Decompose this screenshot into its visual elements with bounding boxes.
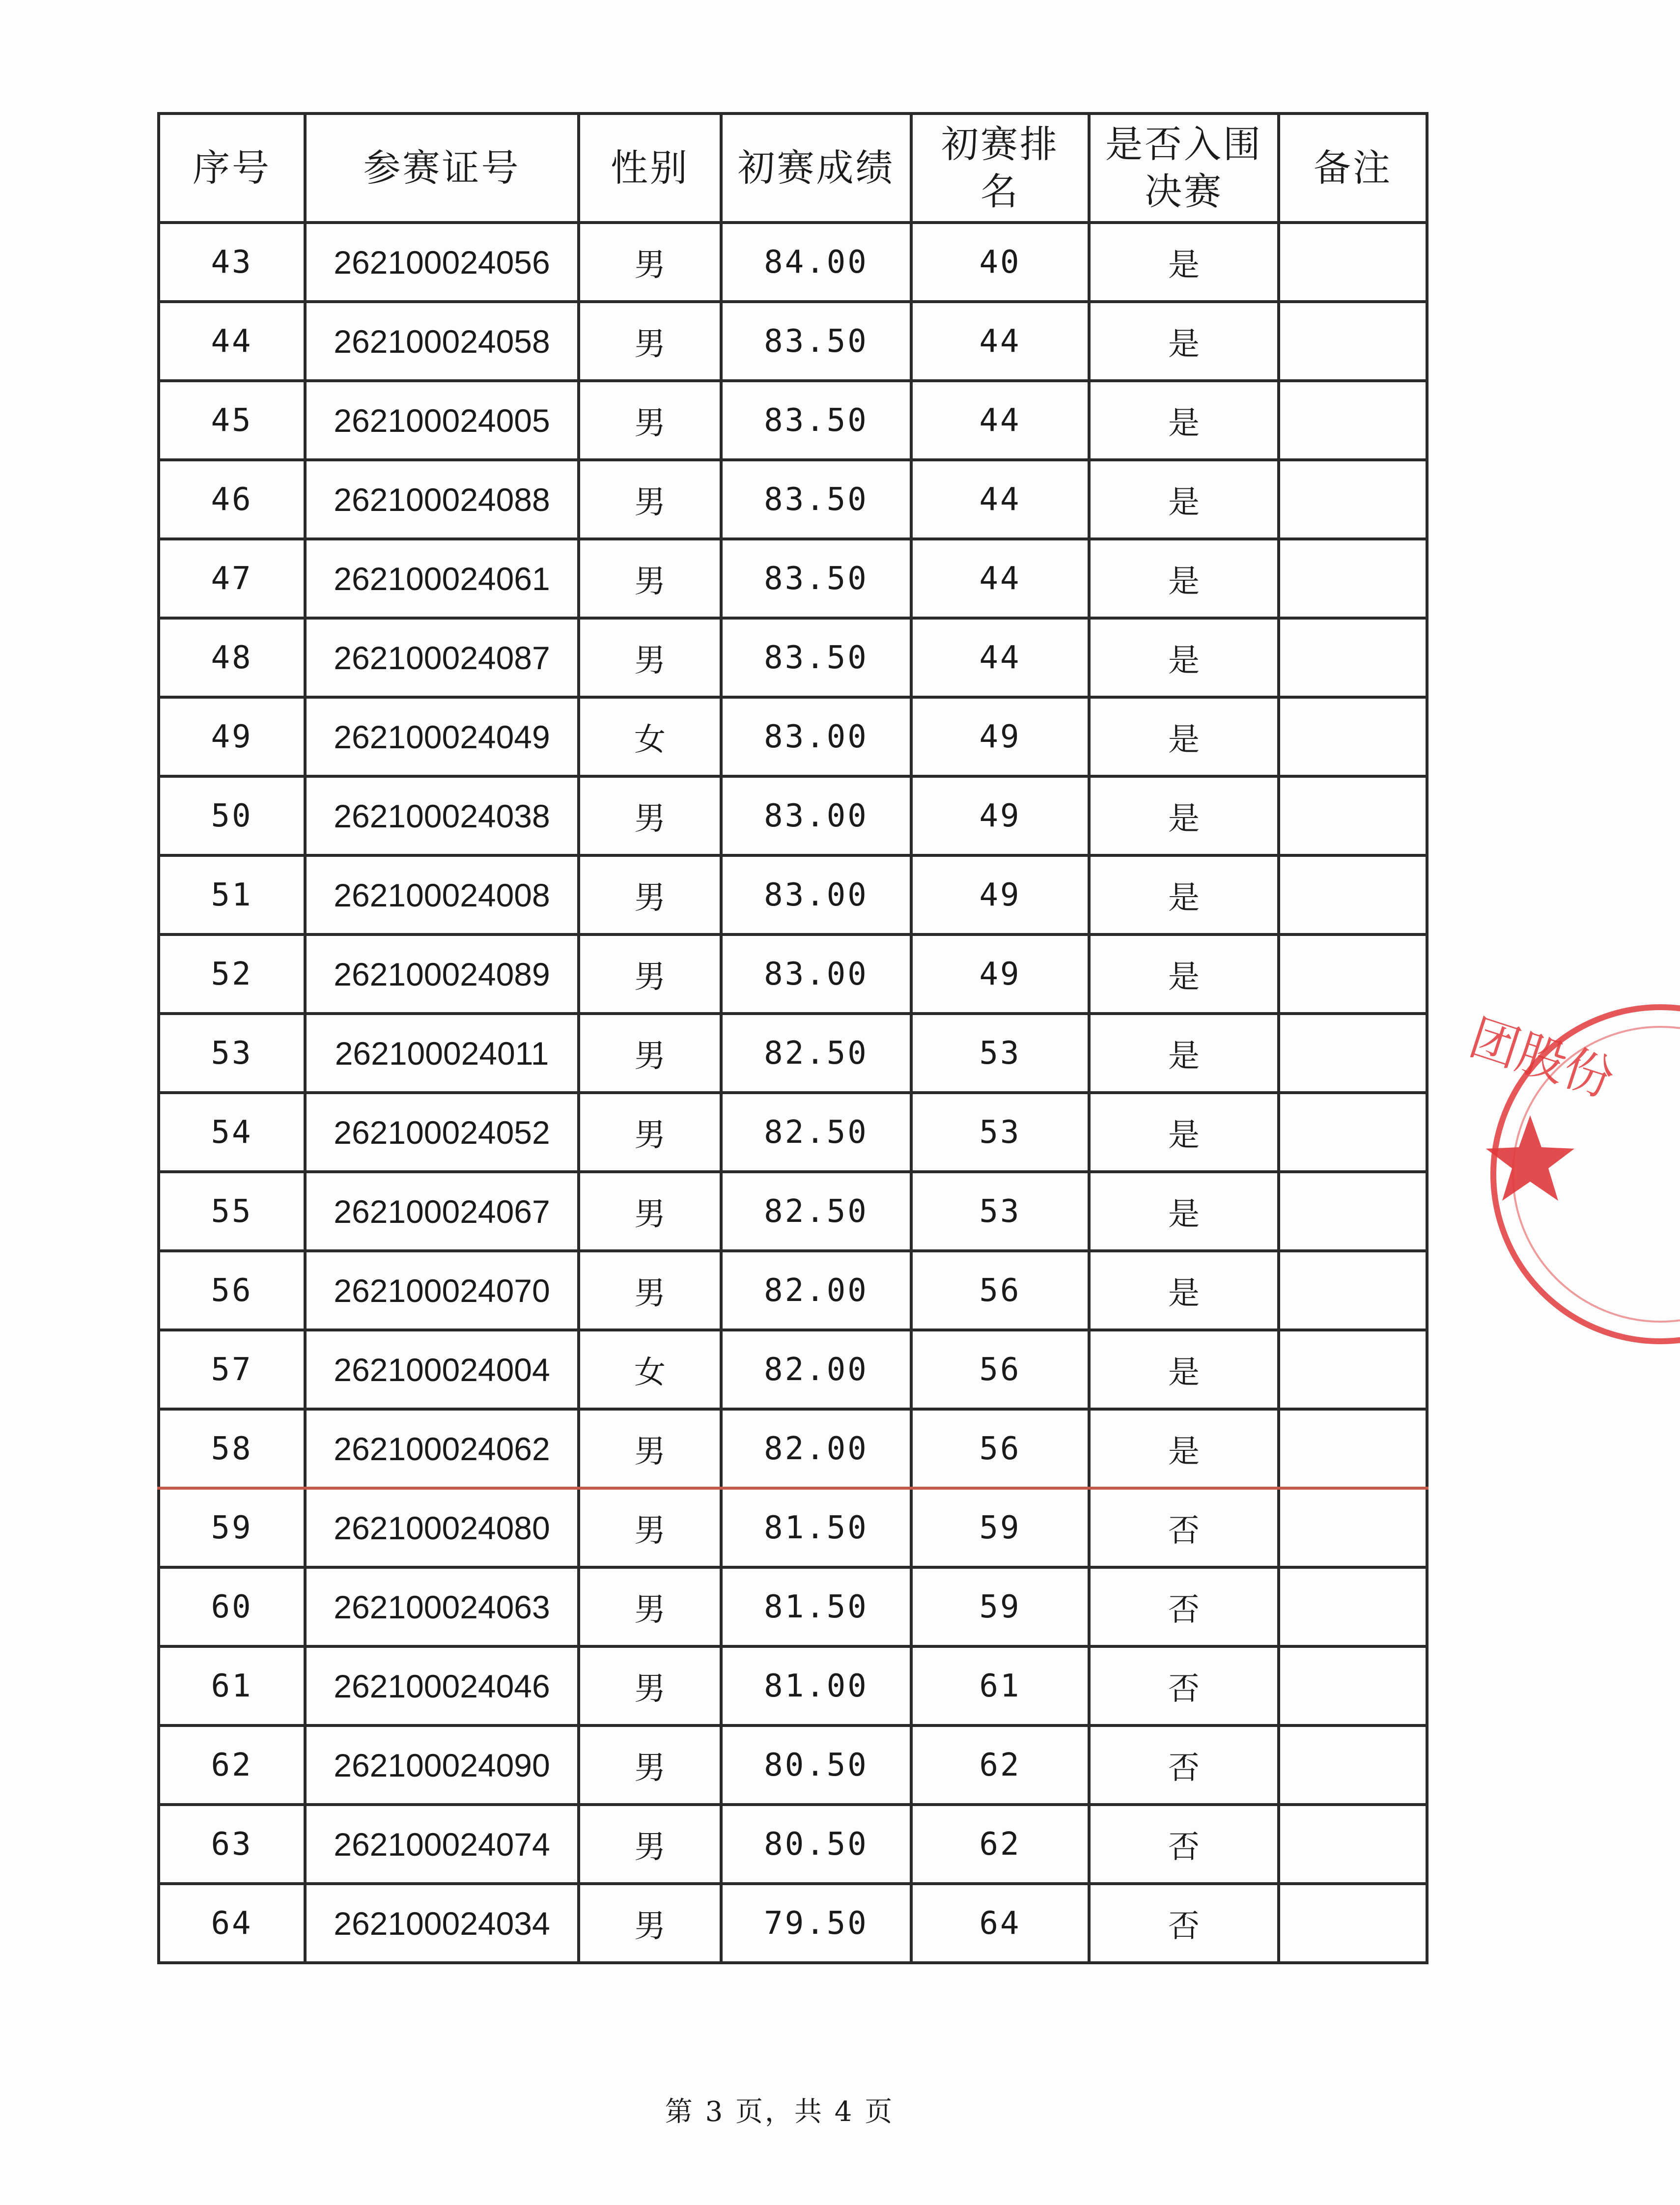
cell-seq: 49 [159,697,305,776]
cell-ticket-number: 262100024011 [305,1014,579,1093]
cell-prelim-rank: 44 [911,302,1089,381]
cell-prelim-score: 81.00 [721,1646,911,1725]
header-ticket-number: 参赛证号 [305,113,579,223]
cell-ticket-number: 262100024090 [305,1725,579,1805]
cell-prelim-score: 81.50 [721,1488,911,1567]
table-row [159,1409,1427,1488]
header-prelim-score: 初赛成绩 [721,113,911,223]
cell-prelim-rank: 56 [911,1251,1089,1330]
cell-prelim-score: 84.00 [721,223,911,302]
cell-gender: 男 [579,1172,721,1251]
cell-gender: 男 [579,776,721,855]
cell-ticket-number: 262100024063 [305,1567,579,1646]
cell-qualified: 是 [1089,855,1279,934]
cell-gender: 男 [579,381,721,460]
cell-gender: 男 [579,1646,721,1725]
cell-remarks [1279,381,1427,460]
cell-prelim-score: 79.50 [721,1884,911,1963]
cell-ticket-number: 262100024046 [305,1646,579,1725]
table-row [159,697,1427,776]
header-prelim-rank: 初赛排名 [911,113,1089,223]
cell-ticket-number: 262100024056 [305,223,579,302]
cell-seq: 45 [159,381,305,460]
cell-prelim-score: 82.00 [721,1409,911,1488]
cell-qualified: 是 [1089,1251,1279,1330]
cell-prelim-rank: 62 [911,1805,1089,1884]
cell-remarks [1279,1330,1427,1409]
table-row [159,1567,1427,1646]
cell-qualified: 是 [1089,1014,1279,1093]
cell-prelim-rank: 53 [911,1093,1089,1172]
cell-remarks [1279,460,1427,539]
table-row [159,1093,1427,1172]
cell-prelim-score: 81.50 [721,1567,911,1646]
cell-prelim-score: 82.50 [721,1172,911,1251]
cell-qualified: 是 [1089,1172,1279,1251]
cell-seq: 59 [159,1488,305,1567]
table-row [159,934,1427,1014]
cell-seq: 47 [159,539,305,618]
cell-seq: 58 [159,1409,305,1488]
cell-remarks [1279,302,1427,381]
cell-prelim-score: 82.00 [721,1330,911,1409]
cell-qualified: 否 [1089,1884,1279,1963]
cell-remarks [1279,934,1427,1014]
cell-gender: 男 [579,855,721,934]
cell-qualified: 是 [1089,223,1279,302]
table-row [159,776,1427,855]
table-row [159,618,1427,697]
cell-remarks [1279,697,1427,776]
cell-ticket-number: 262100024070 [305,1251,579,1330]
cell-prelim-rank: 53 [911,1014,1089,1093]
cell-qualified: 是 [1089,1330,1279,1409]
cell-gender: 男 [579,934,721,1014]
cell-seq: 51 [159,855,305,934]
cell-prelim-score: 83.00 [721,934,911,1014]
cell-qualified: 是 [1089,1409,1279,1488]
table-row [159,855,1427,934]
cell-seq: 48 [159,618,305,697]
cell-qualified: 是 [1089,618,1279,697]
cell-prelim-rank: 62 [911,1725,1089,1805]
cell-ticket-number: 262100024088 [305,460,579,539]
cell-prelim-score: 83.50 [721,618,911,697]
cell-gender: 男 [579,539,721,618]
cell-prelim-score: 80.50 [721,1805,911,1884]
cell-ticket-number: 262100024087 [305,618,579,697]
cell-gender: 男 [579,302,721,381]
cell-seq: 53 [159,1014,305,1093]
cell-seq: 52 [159,934,305,1014]
cell-qualified: 是 [1089,934,1279,1014]
cell-qualified: 是 [1089,697,1279,776]
cell-prelim-score: 83.50 [721,539,911,618]
cell-remarks [1279,1093,1427,1172]
cell-gender: 男 [579,1014,721,1093]
cell-prelim-rank: 53 [911,1172,1089,1251]
cell-prelim-rank: 59 [911,1567,1089,1646]
cell-ticket-number: 262100024074 [305,1805,579,1884]
cell-qualified: 否 [1089,1567,1279,1646]
cell-seq: 62 [159,1725,305,1805]
cell-gender: 男 [579,618,721,697]
cell-qualified: 否 [1089,1646,1279,1725]
cell-gender: 男 [579,1805,721,1884]
table-body [159,223,1427,1963]
seal-star-icon [1486,1115,1574,1201]
cell-prelim-rank: 44 [911,460,1089,539]
cell-gender: 男 [579,1409,721,1488]
cell-ticket-number: 262100024080 [305,1488,579,1567]
cell-gender: 男 [579,1567,721,1646]
seal-text: 团股份 [1462,1008,1621,1109]
cell-qualified: 是 [1089,460,1279,539]
cell-prelim-rank: 49 [911,776,1089,855]
cell-prelim-score: 83.50 [721,460,911,539]
table-row [159,1172,1427,1251]
table-row [159,1725,1427,1805]
table-row [159,223,1427,302]
table-row [159,460,1427,539]
cell-qualified: 是 [1089,539,1279,618]
cell-prelim-rank: 59 [911,1488,1089,1567]
cell-prelim-rank: 56 [911,1409,1089,1488]
cell-seq: 60 [159,1567,305,1646]
cell-gender: 男 [579,223,721,302]
cell-remarks [1279,1409,1427,1488]
cell-prelim-score: 83.50 [721,381,911,460]
cell-seq: 64 [159,1884,305,1963]
cell-qualified: 是 [1089,776,1279,855]
header-qualified: 是否入围决赛 [1089,113,1279,223]
cell-remarks [1279,1884,1427,1963]
cell-ticket-number: 262100024004 [305,1330,579,1409]
cell-remarks [1279,618,1427,697]
header-remarks: 备注 [1279,113,1427,223]
cell-ticket-number: 262100024061 [305,539,579,618]
cell-prelim-score: 82.50 [721,1093,911,1172]
cell-seq: 61 [159,1646,305,1725]
cell-prelim-score: 83.00 [721,776,911,855]
cell-prelim-score: 83.00 [721,855,911,934]
cell-remarks [1279,1014,1427,1093]
cell-remarks [1279,1567,1427,1646]
cell-prelim-score: 83.50 [721,302,911,381]
page-footer: 第 3 页，共 4 页 [665,2096,895,2128]
official-seal [1454,992,1680,1356]
cell-ticket-number: 262100024062 [305,1409,579,1488]
table-header-row [159,113,1427,223]
cell-remarks [1279,776,1427,855]
cell-ticket-number: 262100024058 [305,302,579,381]
cell-qualified: 是 [1089,381,1279,460]
cell-remarks [1279,1488,1427,1567]
cell-gender: 男 [579,1725,721,1805]
cell-remarks [1279,1172,1427,1251]
cell-gender: 男 [579,1884,721,1963]
cell-prelim-rank: 49 [911,697,1089,776]
cell-prelim-rank: 40 [911,223,1089,302]
cell-prelim-score: 80.50 [721,1725,911,1805]
cell-ticket-number: 262100024005 [305,381,579,460]
cell-remarks [1279,1805,1427,1884]
cell-gender: 女 [579,697,721,776]
cell-gender: 女 [579,1330,721,1409]
cell-qualified: 否 [1089,1805,1279,1884]
cell-remarks [1279,1251,1427,1330]
cell-prelim-rank: 61 [911,1646,1089,1725]
cell-prelim-score: 83.00 [721,697,911,776]
table-row [159,1805,1427,1884]
cell-seq: 55 [159,1172,305,1251]
cell-prelim-rank: 64 [911,1884,1089,1963]
cell-qualified: 否 [1089,1488,1279,1567]
cell-ticket-number: 262100024034 [305,1884,579,1963]
cell-remarks [1279,539,1427,618]
cell-prelim-rank: 44 [911,618,1089,697]
cell-gender: 男 [579,1093,721,1172]
cell-remarks [1279,1646,1427,1725]
cell-qualified: 是 [1089,302,1279,381]
table-row [159,1251,1427,1330]
cell-ticket-number: 262100024067 [305,1172,579,1251]
cell-ticket-number: 262100024049 [305,697,579,776]
cell-prelim-rank: 49 [911,934,1089,1014]
cell-ticket-number: 262100024089 [305,934,579,1014]
cell-remarks [1279,223,1427,302]
table-row [159,1488,1427,1567]
table-row [159,539,1427,618]
cell-prelim-rank: 56 [911,1330,1089,1409]
cell-seq: 57 [159,1330,305,1409]
cell-seq: 50 [159,776,305,855]
cell-ticket-number: 262100024008 [305,855,579,934]
cell-gender: 男 [579,1251,721,1330]
table-row [159,302,1427,381]
cell-ticket-number: 262100024038 [305,776,579,855]
cell-gender: 男 [579,1488,721,1567]
cell-qualified: 是 [1089,1093,1279,1172]
table-row [159,1330,1427,1409]
cell-seq: 56 [159,1251,305,1330]
cell-seq: 46 [159,460,305,539]
cell-remarks [1279,1725,1427,1805]
header-gender: 性别 [579,113,721,223]
cell-gender: 男 [579,460,721,539]
table-row [159,381,1427,460]
cell-qualified: 否 [1089,1725,1279,1805]
cell-prelim-rank: 44 [911,539,1089,618]
cell-prelim-rank: 49 [911,855,1089,934]
cell-prelim-rank: 44 [911,381,1089,460]
cell-remarks [1279,855,1427,934]
table-row [159,1646,1427,1725]
table-row [159,1014,1427,1093]
cell-ticket-number: 262100024052 [305,1093,579,1172]
seal-ring [1493,1007,1680,1341]
cell-seq: 54 [159,1093,305,1172]
cell-seq: 43 [159,223,305,302]
table-row [159,1884,1427,1963]
results-table [157,112,1428,1964]
cell-prelim-score: 82.00 [721,1251,911,1330]
cell-seq: 44 [159,302,305,381]
cell-prelim-score: 82.50 [721,1014,911,1093]
header-seq: 序号 [159,113,305,223]
cell-seq: 63 [159,1805,305,1884]
seal-inner-ring [1513,1027,1680,1322]
